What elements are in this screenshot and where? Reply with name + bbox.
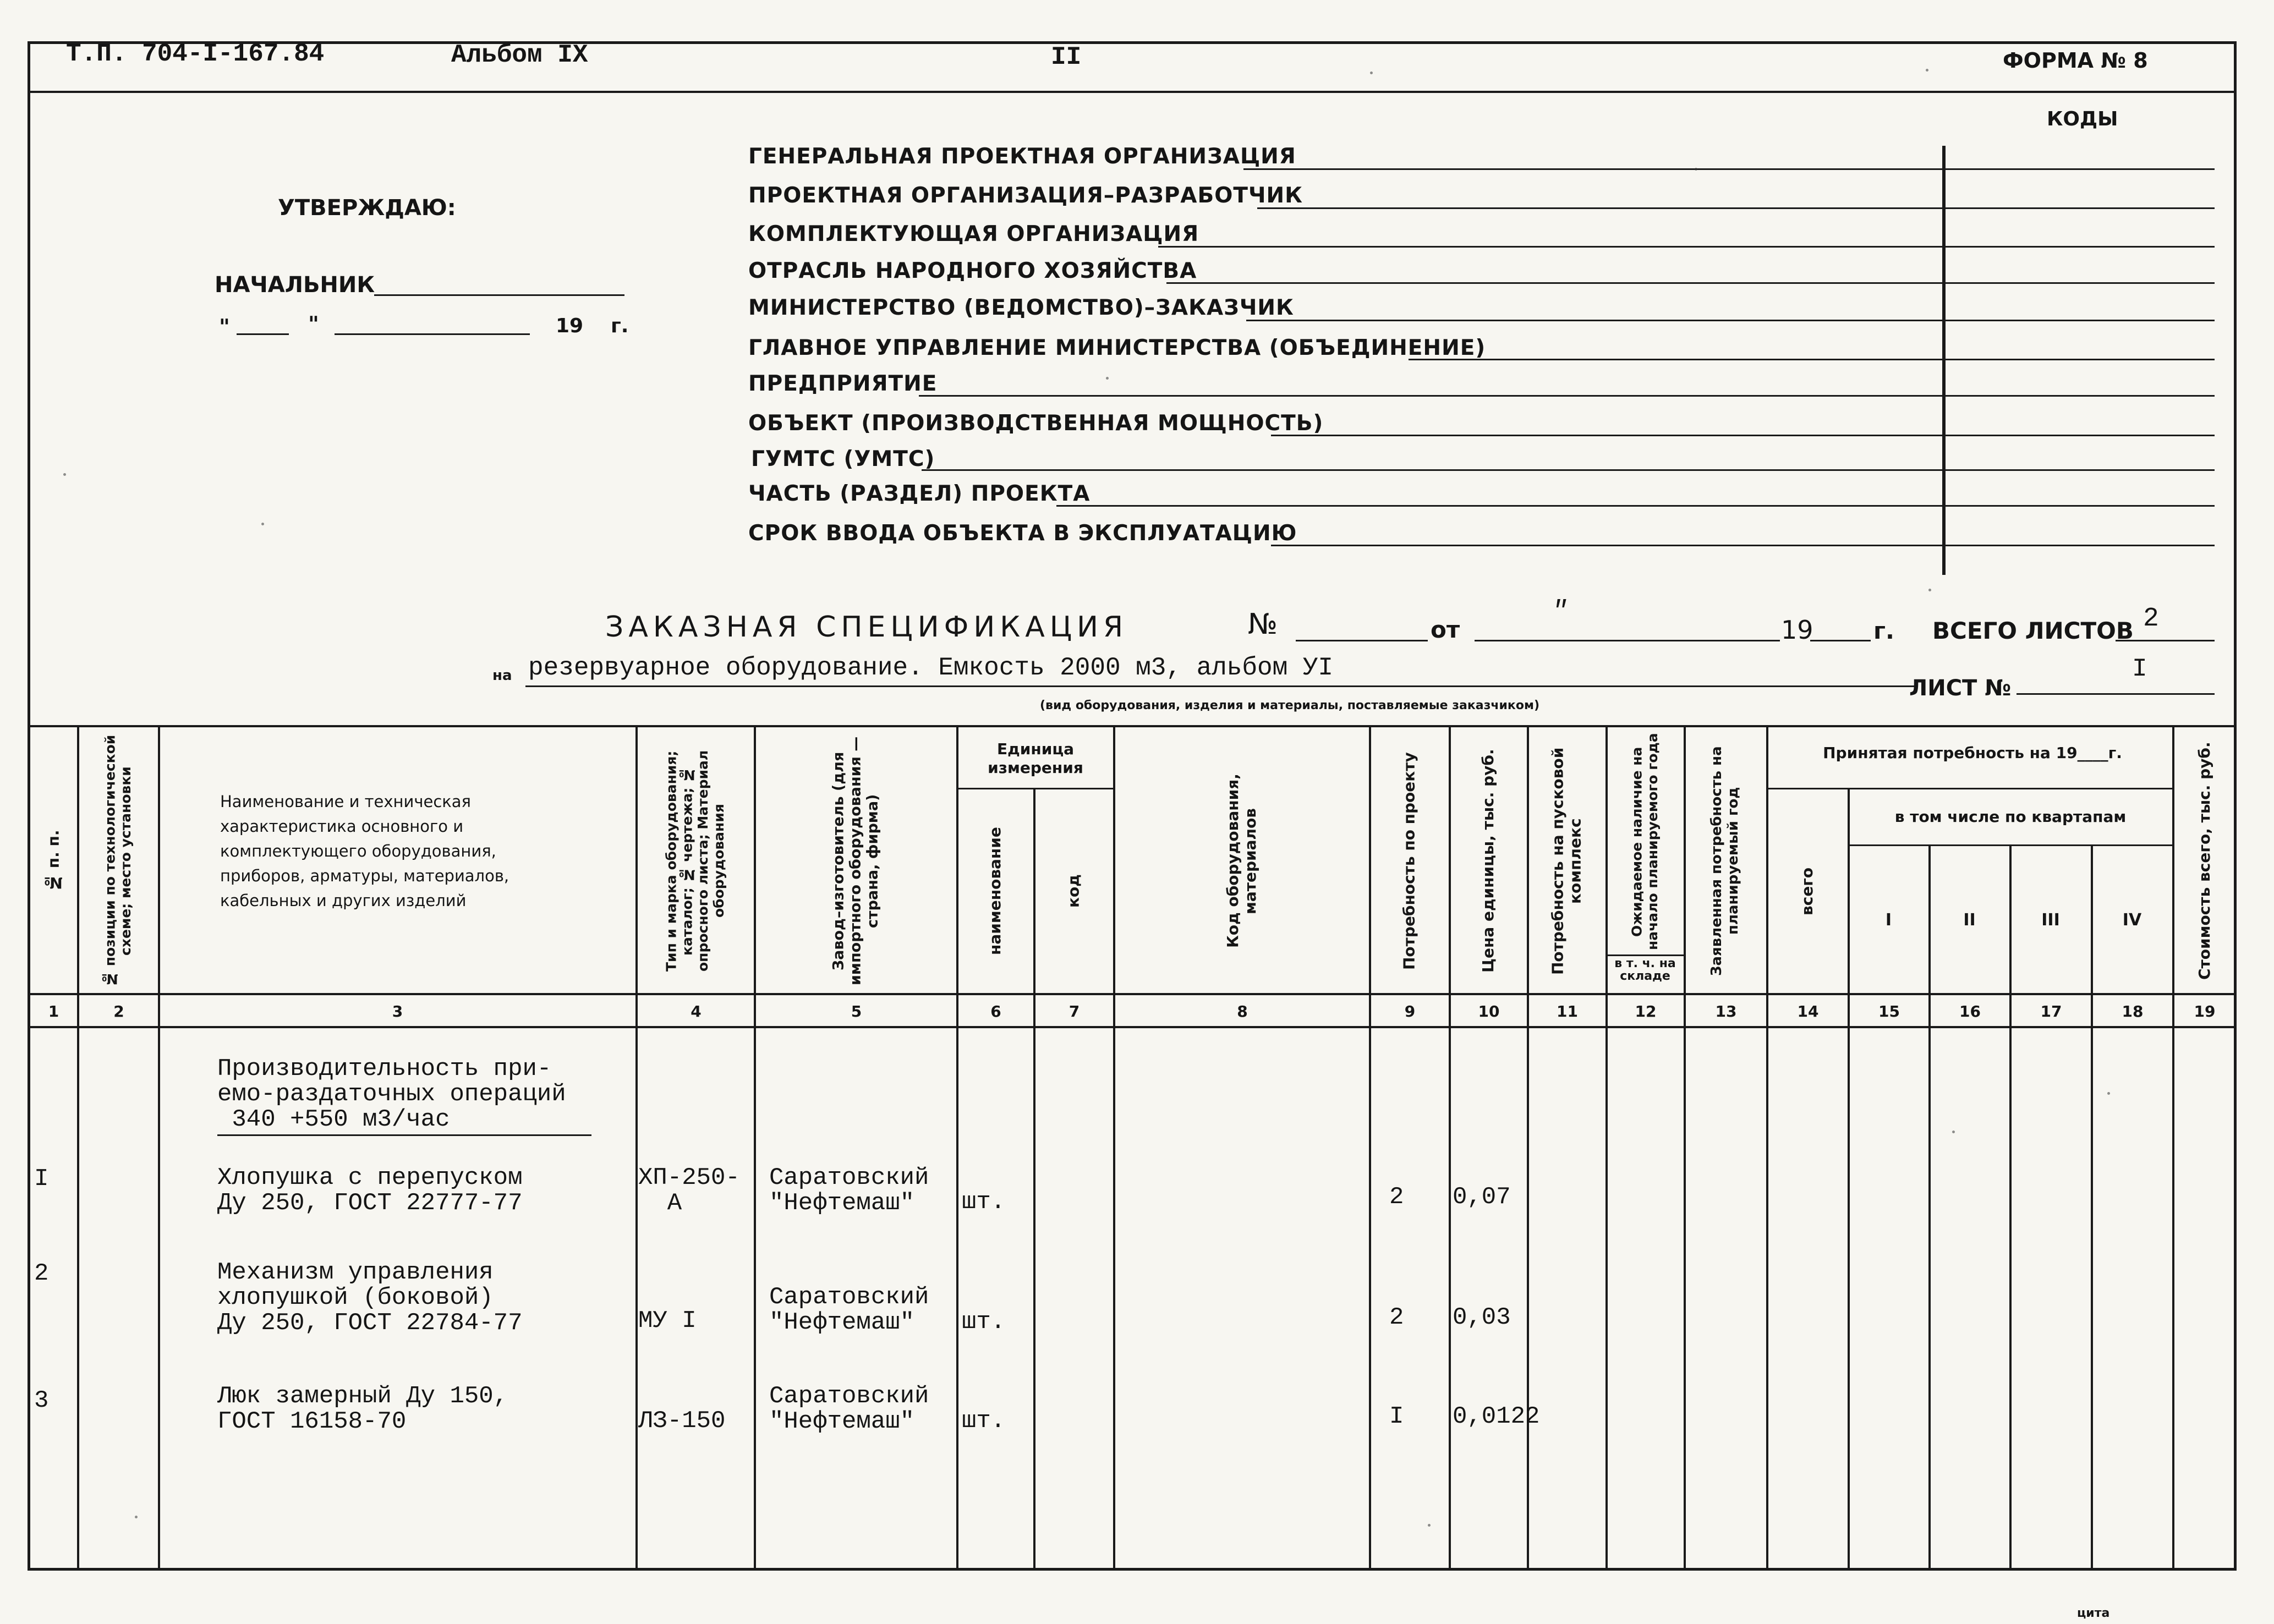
- row-1-price: 0,07: [1453, 1183, 1511, 1211]
- col-number: 16: [1959, 1002, 1981, 1021]
- unit-group-header: Единица измерения: [988, 740, 1083, 777]
- col-number: 18: [2122, 1002, 2144, 1021]
- row-1-name: Хлопушка с перепуском Ду 250, ГОСТ 22777-77: [217, 1164, 523, 1217]
- row-2-type: МУ I: [638, 1307, 697, 1335]
- year-prefix: 19: [556, 315, 584, 337]
- row-3-type: ЛЗ-150: [638, 1407, 726, 1435]
- spec-subject-line: [525, 685, 1915, 687]
- accepted-header: Принятая потребность на 19____г.: [1823, 744, 2122, 762]
- month-line: [335, 333, 530, 335]
- spec-no-label: №: [1248, 608, 1278, 641]
- field-line: [1243, 168, 2215, 170]
- total-sheets-line: [2116, 640, 2215, 641]
- field-gumts: ГУМТС (УМТС): [751, 447, 935, 471]
- row-3-unit: шт.: [962, 1407, 1006, 1435]
- field-object: ОБЪЕКТ (ПРОИЗВОДСТВЕННАЯ МОЩНОСТЬ): [748, 411, 1324, 436]
- row-0-name: Производительность при- емо-раздаточных операций 340 +550 м3/час: [217, 1055, 566, 1134]
- row-2-name: Механизм управления хлопушкой (боковой) Ду 250, ГОСТ 22784-77: [217, 1259, 523, 1337]
- spec-year: 19: [1781, 615, 1813, 645]
- col-number: 14: [1797, 1002, 1819, 1021]
- field-line: [1166, 282, 2215, 284]
- day-line: [237, 333, 289, 335]
- scan-speck: [135, 1516, 138, 1518]
- row-2-price: 0,03: [1453, 1304, 1511, 1331]
- chief-label: НАЧАЛЬНИК: [215, 272, 375, 298]
- field-line: [919, 395, 2215, 397]
- top-bar-divider: [28, 91, 2237, 93]
- row-2-no: 2: [34, 1260, 49, 1287]
- col-number: 3: [392, 1002, 403, 1021]
- col-divider: [2009, 844, 2012, 1571]
- col-divider: [635, 725, 638, 1571]
- spec-on-prefix: на: [492, 667, 512, 684]
- spec-subject: резервуарное оборудование. Емкость 2000 м3, альбом УI: [528, 654, 1334, 682]
- col-header-12-sub: в т. ч. на складе: [1614, 957, 1676, 984]
- col-number: 19: [2194, 1002, 2216, 1021]
- spec-date-line: [1475, 640, 1780, 641]
- col-header-7: код: [1064, 874, 1083, 908]
- row-2-unit: шт.: [962, 1308, 1006, 1336]
- project-code: Т.П. 704-I-167.84: [66, 40, 325, 68]
- sheet-value: I: [2132, 655, 2147, 683]
- col-header-6: наименование: [985, 827, 1004, 956]
- col-number: 2: [113, 1002, 124, 1021]
- col-divider: [77, 725, 79, 1571]
- scan-speck: [2107, 1092, 2110, 1095]
- row-1-type: ХП-250- А: [638, 1164, 740, 1217]
- table-numbers-bottom: [28, 1026, 2237, 1028]
- col-header-14: всего: [1798, 867, 1816, 915]
- field-line: [1409, 359, 2215, 360]
- page-number: II: [1051, 43, 1082, 72]
- field-project-part: ЧАСТЬ (РАЗДЕЛ) ПРОЕКТА: [748, 481, 1091, 506]
- table-top: [28, 725, 2237, 727]
- scan-speck: [1928, 589, 1931, 591]
- field-developer-org: ПРОЕКТНАЯ ОРГАНИЗАЦИЯ–РАЗРАБОТЧИК: [748, 183, 1303, 208]
- sheet-line: [2017, 693, 2215, 695]
- row-2-maker: Саратовский "Нефтемаш": [769, 1283, 929, 1337]
- field-general-org: ГЕНЕРАЛЬНАЯ ПРОЕКТНАЯ ОРГАНИЗАЦИЯ: [748, 144, 1296, 169]
- col-number: 1: [48, 1002, 59, 1021]
- spec-year-line: [1810, 640, 1871, 641]
- col-divider: [1848, 788, 1850, 1571]
- spec-subject-caption: (вид оборудования, изделия и материалы, поставляемые заказчиком): [1040, 699, 1539, 712]
- col-number: 12: [1635, 1002, 1657, 1021]
- row-3-need: I: [1389, 1403, 1404, 1430]
- col-number: 13: [1715, 1002, 1737, 1021]
- scan-speck: [1926, 69, 1928, 72]
- col-divider: [1113, 725, 1115, 1571]
- row-3-no: 3: [34, 1387, 49, 1414]
- quarter-2: II: [1963, 910, 1976, 930]
- scan-speck: [1370, 72, 1373, 74]
- table-header-bottom: [28, 993, 2237, 995]
- field-commissioning-date: СРОК ВВОДА ОБЪЕКТА В ЭКСПЛУАТАЦИЮ: [748, 521, 1297, 546]
- album-label: Альбом IX: [451, 41, 588, 69]
- row-2-need: 2: [1389, 1304, 1404, 1331]
- col-header-11: Потребность на пусковой комплекс: [1548, 747, 1585, 975]
- field-industry: ОТРАСЛЬ НАРОДНОГО ХОЗЯЙСТВА: [748, 259, 1197, 283]
- quote-close: ": [308, 312, 319, 336]
- scan-speck: [1695, 168, 1697, 171]
- approve-label: УТВЕРЖДАЮ:: [278, 195, 456, 221]
- row-3-name: Люк замерный Ду 150, ГОСТ 16158-70: [217, 1382, 508, 1436]
- field-line: [1271, 545, 2215, 546]
- col-header-1: № п. п.: [44, 830, 63, 892]
- row-1-unit: шт.: [962, 1188, 1006, 1216]
- field-main-department: ГЛАВНОЕ УПРАВЛЕНИЕ МИНИСТЕРСТВА (ОБЪЕДИНЕНИЕ): [748, 336, 1486, 360]
- col-divider: [2091, 844, 2093, 1571]
- total-sheets-label: ВСЕГО ЛИСТОВ: [1932, 617, 2134, 644]
- footer-note: цита: [2077, 1606, 2110, 1620]
- year-suffix: г.: [611, 315, 629, 337]
- field-line: [1257, 207, 2215, 209]
- col-divider: [1928, 844, 1931, 1571]
- col-number: 15: [1878, 1002, 1900, 1021]
- col-number: 10: [1478, 1002, 1500, 1021]
- col-number: 7: [1068, 1002, 1080, 1021]
- field-supply-org: КОМПЛЕКТУЮЩАЯ ОРГАНИЗАЦИЯ: [748, 222, 1199, 246]
- col-number: 9: [1404, 1002, 1416, 1021]
- col-number: 17: [2040, 1002, 2062, 1021]
- col-header-5: Завод–изготовитель (для импортного оборудования —страна, фирма): [830, 736, 881, 986]
- total-sheets-value: 2: [2143, 604, 2159, 634]
- col-number: 11: [1557, 1002, 1578, 1021]
- col-header-12: Ожидаемое наличие на начало планируемого года: [1629, 733, 1661, 951]
- accepted-divider: [1766, 788, 2172, 789]
- field-ministry: МИНИСТЕРСТВО (ВЕДОМСТВО)–ЗАКАЗЧИК: [748, 295, 1294, 320]
- quarter-3: III: [2041, 910, 2060, 930]
- form-number: ФОРМА № 8: [2003, 48, 2148, 73]
- col-number: 5: [851, 1002, 862, 1021]
- scan-speck: [1106, 377, 1109, 380]
- quarters-header: в том числе по квартапам: [1894, 808, 2127, 826]
- row-1-no: I: [34, 1165, 49, 1193]
- field-line: [922, 469, 2215, 471]
- col-divider: [754, 725, 756, 1571]
- sheet-label: ЛИСТ №: [1909, 676, 2012, 701]
- row-3-maker: Саратовский "Нефтемаш": [769, 1382, 929, 1436]
- spec-no-line: [1296, 640, 1428, 641]
- col-header-2: № позиции по технологической схеме; место установки: [102, 734, 134, 987]
- codes-divider: [1942, 146, 1946, 575]
- field-line: [1056, 505, 2215, 507]
- row-3-price: 0,0122: [1453, 1403, 1540, 1430]
- col-header-4: Тип и марка оборудования; каталог; № чертежа; № опросного листа; Материал оборудования: [663, 750, 727, 972]
- col-header-9: Потребность по проекту: [1400, 752, 1418, 970]
- row-1-maker: Саратовский "Нефтемаш": [769, 1164, 929, 1217]
- scan-speck: [1428, 1524, 1431, 1527]
- spec-from-label: от: [1431, 616, 1460, 643]
- col12-sub-divider: [1606, 954, 1684, 956]
- col-header-13: Заявленная потребность на планируемый год: [1708, 746, 1741, 976]
- row-1-need: 2: [1389, 1183, 1404, 1211]
- col-divider: [158, 725, 160, 1571]
- spec-year-suffix: г.: [1873, 617, 1894, 644]
- field-line: [1246, 320, 2215, 321]
- field-enterprise: ПРЕДПРИЯТИЕ: [748, 371, 938, 396]
- col-header-3: Наименование и техническая характеристика основного и комплектующего оборудования, приборов, арматуры, материалов, кабельных и других изделий: [220, 792, 509, 910]
- spec-quote: ": [1552, 597, 1568, 627]
- col-number: 8: [1237, 1002, 1248, 1021]
- field-line: [1158, 246, 2215, 248]
- spec-title: ЗАКАЗНАЯ СПЕЦИФИКАЦИЯ: [605, 611, 1128, 644]
- col-header-10: Цена единицы, тыс. руб.: [1478, 749, 1497, 973]
- field-line: [1271, 435, 2215, 436]
- quote-open: ": [219, 315, 230, 339]
- scan-speck: [1952, 1131, 1955, 1133]
- col-header-19: Стоимость всего, тыс. руб.: [2195, 742, 2213, 980]
- quarter-1: I: [1885, 910, 1892, 930]
- col-number: 4: [691, 1002, 702, 1021]
- col-header-8: Код оборудования, материалов: [1223, 773, 1259, 948]
- col-number: 6: [990, 1002, 1001, 1021]
- scan-speck: [261, 523, 264, 525]
- chief-signature-line: [374, 294, 624, 296]
- codes-label: КОДЫ: [2047, 108, 2118, 130]
- quarter-4: IV: [2122, 910, 2142, 930]
- scan-speck: [63, 473, 66, 476]
- row-0-underline: [217, 1134, 591, 1136]
